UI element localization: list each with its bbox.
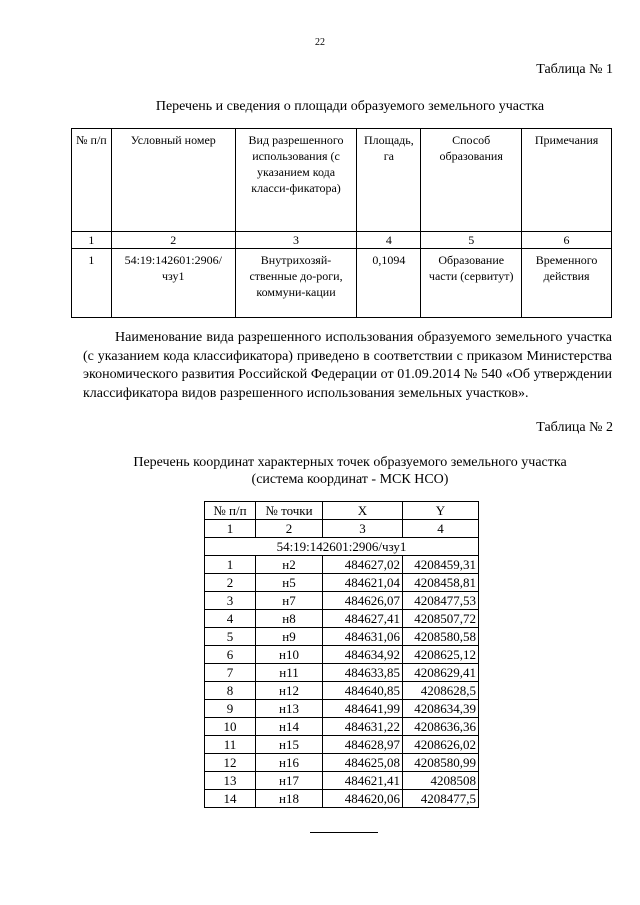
table-row <box>205 772 479 790</box>
point-cell: н12 <box>256 682 323 700</box>
y-cell: 4208634,39 <box>403 700 479 718</box>
table1-header-cell: Вид разрешенного использования (с указанием кода класси-фикатора) <box>235 129 357 232</box>
x-cell: 484634,92 <box>323 646 403 664</box>
table-row <box>205 790 479 808</box>
point-cell: н13 <box>256 700 323 718</box>
table1-numbering-cell: 6 <box>522 232 612 249</box>
table1-cell: 54:19:142601:2906/чзу1 <box>111 249 235 318</box>
table2-group-label: 54:19:142601:2906/чзу1 <box>205 538 479 556</box>
table1-numbering-cell: 2 <box>111 232 235 249</box>
point-cell: н5 <box>256 574 323 592</box>
page-number: 22 <box>315 37 325 48</box>
x-cell: 484620,06 <box>323 790 403 808</box>
table1-cell: 1 <box>72 249 112 318</box>
table1-numbering-cell: 4 <box>357 232 421 249</box>
row-number-cell: 11 <box>205 736 256 754</box>
point-cell: н17 <box>256 772 323 790</box>
table1-header-cell: Условный номер <box>111 129 235 232</box>
table1-cell: 0,1094 <box>357 249 421 318</box>
x-cell: 484625,08 <box>323 754 403 772</box>
row-number-cell: 4 <box>205 610 256 628</box>
table2-title-line: (система координат - МСК НСО) <box>251 472 449 487</box>
table2-numbering-cell: 4 <box>403 520 479 538</box>
row-number-cell: 14 <box>205 790 256 808</box>
table-row <box>205 664 479 682</box>
table2-header-cell: № точки <box>256 502 323 520</box>
table2-numbering-cell: 3 <box>323 520 403 538</box>
point-cell: н14 <box>256 718 323 736</box>
row-number-cell: 2 <box>205 574 256 592</box>
point-cell: н10 <box>256 646 323 664</box>
coordinates-table <box>204 501 479 808</box>
table2-header-cell: № п/п <box>205 502 256 520</box>
x-cell: 484621,41 <box>323 772 403 790</box>
table1-cell: Внутрихозяй-ственные до-роги, коммуни-кации <box>235 249 357 318</box>
land-plot-table <box>71 128 612 318</box>
x-cell: 484621,04 <box>323 574 403 592</box>
table1-header-cell: Площадь, га <box>357 129 421 232</box>
x-cell: 484641,99 <box>323 700 403 718</box>
table1-header-cell: № п/п <box>72 129 112 232</box>
row-number-cell: 5 <box>205 628 256 646</box>
y-cell: 4208477,5 <box>403 790 479 808</box>
table2-title-line: Перечень координат характерных точек образуемого земельного участка <box>133 455 567 470</box>
point-cell: н18 <box>256 790 323 808</box>
row-number-cell: 7 <box>205 664 256 682</box>
x-cell: 484628,97 <box>323 736 403 754</box>
table1-caption: Таблица № 1 <box>536 62 613 77</box>
y-cell: 4208626,02 <box>403 736 479 754</box>
table-row <box>205 628 479 646</box>
table-row <box>205 556 479 574</box>
table1-numbering-row <box>72 232 612 249</box>
y-cell: 4208625,12 <box>403 646 479 664</box>
table2-group-row <box>205 538 479 556</box>
row-number-cell: 6 <box>205 646 256 664</box>
table-row <box>205 646 479 664</box>
x-cell: 484626,07 <box>323 592 403 610</box>
point-cell: н8 <box>256 610 323 628</box>
table-row <box>205 574 479 592</box>
point-cell: н2 <box>256 556 323 574</box>
table-row <box>205 718 479 736</box>
table-row <box>205 754 479 772</box>
y-cell: 4208459,31 <box>403 556 479 574</box>
table1-cell: Образование части (сервитут) <box>421 249 522 318</box>
table2-numbering-cell: 1 <box>205 520 256 538</box>
classifier-note-paragraph: Наименование вида разрешенного использования образуемого земельного участка (с указанием кода классификатора) приведено в соответствии с приказом Министерства экономического развития Российской Федерации от 01.09.2014 № 540 «Об утверждении классификатора видов разрешенного использования земельных участков». <box>83 330 612 401</box>
row-number-cell: 1 <box>205 556 256 574</box>
y-cell: 4208477,53 <box>403 592 479 610</box>
x-cell: 484631,22 <box>323 718 403 736</box>
point-cell: н15 <box>256 736 323 754</box>
point-cell: н11 <box>256 664 323 682</box>
x-cell: 484640,85 <box>323 682 403 700</box>
row-number-cell: 10 <box>205 718 256 736</box>
table1-numbering-cell: 1 <box>72 232 112 249</box>
y-cell: 4208508 <box>403 772 479 790</box>
y-cell: 4208507,72 <box>403 610 479 628</box>
x-cell: 484631,06 <box>323 628 403 646</box>
row-number-cell: 9 <box>205 700 256 718</box>
row-number-cell: 13 <box>205 772 256 790</box>
table2-header-cell: X <box>323 502 403 520</box>
x-cell: 484633,85 <box>323 664 403 682</box>
x-cell: 484627,02 <box>323 556 403 574</box>
row-number-cell: 3 <box>205 592 256 610</box>
table1-numbering-cell: 5 <box>421 232 522 249</box>
table2-numbering-row <box>205 520 479 538</box>
point-cell: н9 <box>256 628 323 646</box>
y-cell: 4208629,41 <box>403 664 479 682</box>
table2-numbering-cell: 2 <box>256 520 323 538</box>
table-row <box>205 592 479 610</box>
point-cell: н7 <box>256 592 323 610</box>
table1-header-cell: Примечания <box>522 129 612 232</box>
table-row <box>205 700 479 718</box>
table1-numbering-cell: 3 <box>235 232 357 249</box>
table-row <box>205 610 479 628</box>
table2-header-cell: Y <box>403 502 479 520</box>
table-row <box>205 736 479 754</box>
y-cell: 4208580,58 <box>403 628 479 646</box>
row-number-cell: 12 <box>205 754 256 772</box>
y-cell: 4208458,81 <box>403 574 479 592</box>
y-cell: 4208636,36 <box>403 718 479 736</box>
x-cell: 484627,41 <box>323 610 403 628</box>
footer-divider <box>310 832 378 833</box>
table2-caption: Таблица № 2 <box>536 420 613 435</box>
table-row <box>72 249 612 318</box>
point-cell: н16 <box>256 754 323 772</box>
table1-header-cell: Способ образования <box>421 129 522 232</box>
table-row <box>205 682 479 700</box>
y-cell: 4208580,99 <box>403 754 479 772</box>
table1-title: Перечень и сведения о площади образуемого земельного участка <box>155 99 545 114</box>
row-number-cell: 8 <box>205 682 256 700</box>
table1-cell: Временного действия <box>522 249 612 318</box>
table1-header-row <box>72 129 612 232</box>
table2-title <box>60 454 640 488</box>
y-cell: 4208628,5 <box>403 682 479 700</box>
table2-header-row <box>205 502 479 520</box>
